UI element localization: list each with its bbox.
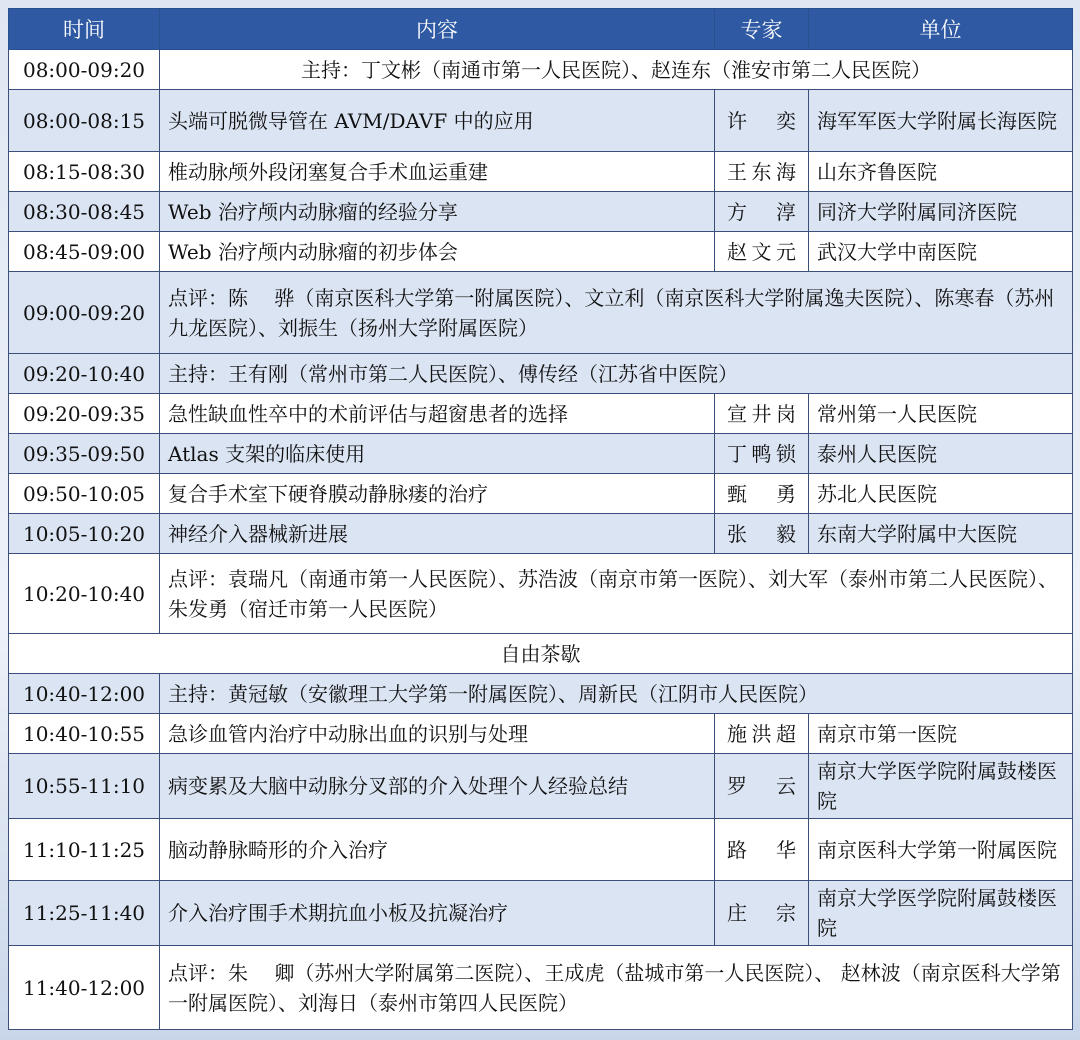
row-time: 08:30-08:45 (9, 192, 160, 232)
break-label: 自由茶歇 (9, 634, 1073, 674)
table-row (9, 554, 1073, 634)
header-content: 内容 (160, 9, 715, 50)
table-row (9, 192, 1073, 232)
row-expert: 庄 宗 (715, 881, 809, 946)
row-unit: 南京医科大学第一附属医院 (809, 819, 1073, 881)
row-unit: 山东齐鲁医院 (809, 152, 1073, 192)
row-time: 09:50-10:05 (9, 474, 160, 514)
row-comment: 点评：袁瑞凡（南通市第一人民医院）、苏浩波（南京市第一医院）、刘大军（泰州市第二人民医院）、朱发勇（宿迁市第一人民医院） (160, 554, 1073, 634)
row-topic: 头端可脱微导管在 AVM/DAVF 中的应用 (160, 90, 715, 152)
row-time: 11:40-12:00 (9, 946, 160, 1030)
row-time: 10:40-12:00 (9, 674, 160, 714)
row-topic: 急性缺血性卒中的术前评估与超窗患者的选择 (160, 394, 715, 434)
row-topic: 椎动脉颅外段闭塞复合手术血运重建 (160, 152, 715, 192)
table-row (9, 946, 1073, 1030)
row-expert: 罗 云 (715, 754, 809, 819)
row-expert: 丁鸭锁 (715, 434, 809, 474)
row-unit: 泰州人民医院 (809, 434, 1073, 474)
row-expert: 赵文元 (715, 232, 809, 272)
table-row (9, 819, 1073, 881)
row-time: 10:20-10:40 (9, 554, 160, 634)
table-row (9, 152, 1073, 192)
row-comment: 点评：朱 卿（苏州大学附属第二医院）、王成虎（盐城市第一人民医院）、 赵林波（南京医科大学第一附属医院）、刘海日（泰州市第四人民医院） (160, 946, 1073, 1030)
row-unit: 武汉大学中南医院 (809, 232, 1073, 272)
row-time: 08:45-09:00 (9, 232, 160, 272)
row-chair: 主持：黄冠敏（安徽理工大学第一附属医院）、周新民（江阴市人民医院） (160, 674, 1073, 714)
table-row (9, 50, 1073, 90)
row-expert: 王东海 (715, 152, 809, 192)
row-time: 09:00-09:20 (9, 272, 160, 354)
table-row (9, 272, 1073, 354)
table-row (9, 754, 1073, 819)
row-expert: 甄 勇 (715, 474, 809, 514)
table-row (9, 232, 1073, 272)
break-row (9, 634, 1073, 674)
row-expert: 施洪超 (715, 714, 809, 754)
row-time: 10:55-11:10 (9, 754, 160, 819)
table-row (9, 354, 1073, 394)
row-expert: 许 奕 (715, 90, 809, 152)
table-row (9, 714, 1073, 754)
header-row (9, 9, 1073, 50)
row-time: 10:40-10:55 (9, 714, 160, 754)
row-topic: 介入治疗围手术期抗血小板及抗凝治疗 (160, 881, 715, 946)
table-row (9, 674, 1073, 714)
row-chair: 主持：丁文彬（南通市第一人民医院）、赵连东（淮安市第二人民医院） (160, 50, 1073, 90)
row-topic: Web 治疗颅内动脉瘤的初步体会 (160, 232, 715, 272)
row-topic: 病变累及大脑中动脉分叉部的介入处理个人经验总结 (160, 754, 715, 819)
row-unit: 南京大学医学院附属鼓楼医院 (809, 754, 1073, 819)
row-time: 10:05-10:20 (9, 514, 160, 554)
table-row (9, 474, 1073, 514)
schedule (8, 8, 1072, 1030)
header-time: 时间 (9, 9, 160, 50)
row-expert: 方 淳 (715, 192, 809, 232)
table-row (9, 394, 1073, 434)
row-time: 09:20-10:40 (9, 354, 160, 394)
table-row (9, 881, 1073, 946)
row-comment: 点评：陈 骅（南京医科大学第一附属医院）、文立利（南京医科大学附属逸夫医院）、陈寒春（苏州九龙医院）、刘振生（扬州大学附属医院） (160, 272, 1073, 354)
table-row (9, 514, 1073, 554)
row-topic: 复合手术室下硬脊膜动静脉瘘的治疗 (160, 474, 715, 514)
schedule-table (8, 8, 1073, 1030)
row-unit: 南京市第一医院 (809, 714, 1073, 754)
row-unit: 苏北人民医院 (809, 474, 1073, 514)
row-expert: 张 毅 (715, 514, 809, 554)
row-topic: 神经介入器械新进展 (160, 514, 715, 554)
row-topic: 急诊血管内治疗中动脉出血的识别与处理 (160, 714, 715, 754)
table-row (9, 90, 1073, 152)
row-time: 08:00-09:20 (9, 50, 160, 90)
table-row (9, 434, 1073, 474)
row-topic: Web 治疗颅内动脉瘤的经验分享 (160, 192, 715, 232)
header-unit: 单位 (809, 9, 1073, 50)
row-topic: Atlas 支架的临床使用 (160, 434, 715, 474)
row-time: 08:15-08:30 (9, 152, 160, 192)
row-unit: 常州第一人民医院 (809, 394, 1073, 434)
row-unit: 同济大学附属同济医院 (809, 192, 1073, 232)
row-expert: 路 华 (715, 819, 809, 881)
row-time: 11:10-11:25 (9, 819, 160, 881)
row-topic: 脑动静脉畸形的介入治疗 (160, 819, 715, 881)
row-time: 09:20-09:35 (9, 394, 160, 434)
row-unit: 东南大学附属中大医院 (809, 514, 1073, 554)
row-chair: 主持：王有刚（常州市第二人民医院）、傅传经（江苏省中医院） (160, 354, 1073, 394)
row-time: 11:25-11:40 (9, 881, 160, 946)
row-unit: 南京大学医学院附属鼓楼医院 (809, 881, 1073, 946)
row-time: 09:35-09:50 (9, 434, 160, 474)
row-unit: 海军军医大学附属长海医院 (809, 90, 1073, 152)
header-expert: 专家 (715, 9, 809, 50)
row-time: 08:00-08:15 (9, 90, 160, 152)
row-expert: 宣井岗 (715, 394, 809, 434)
